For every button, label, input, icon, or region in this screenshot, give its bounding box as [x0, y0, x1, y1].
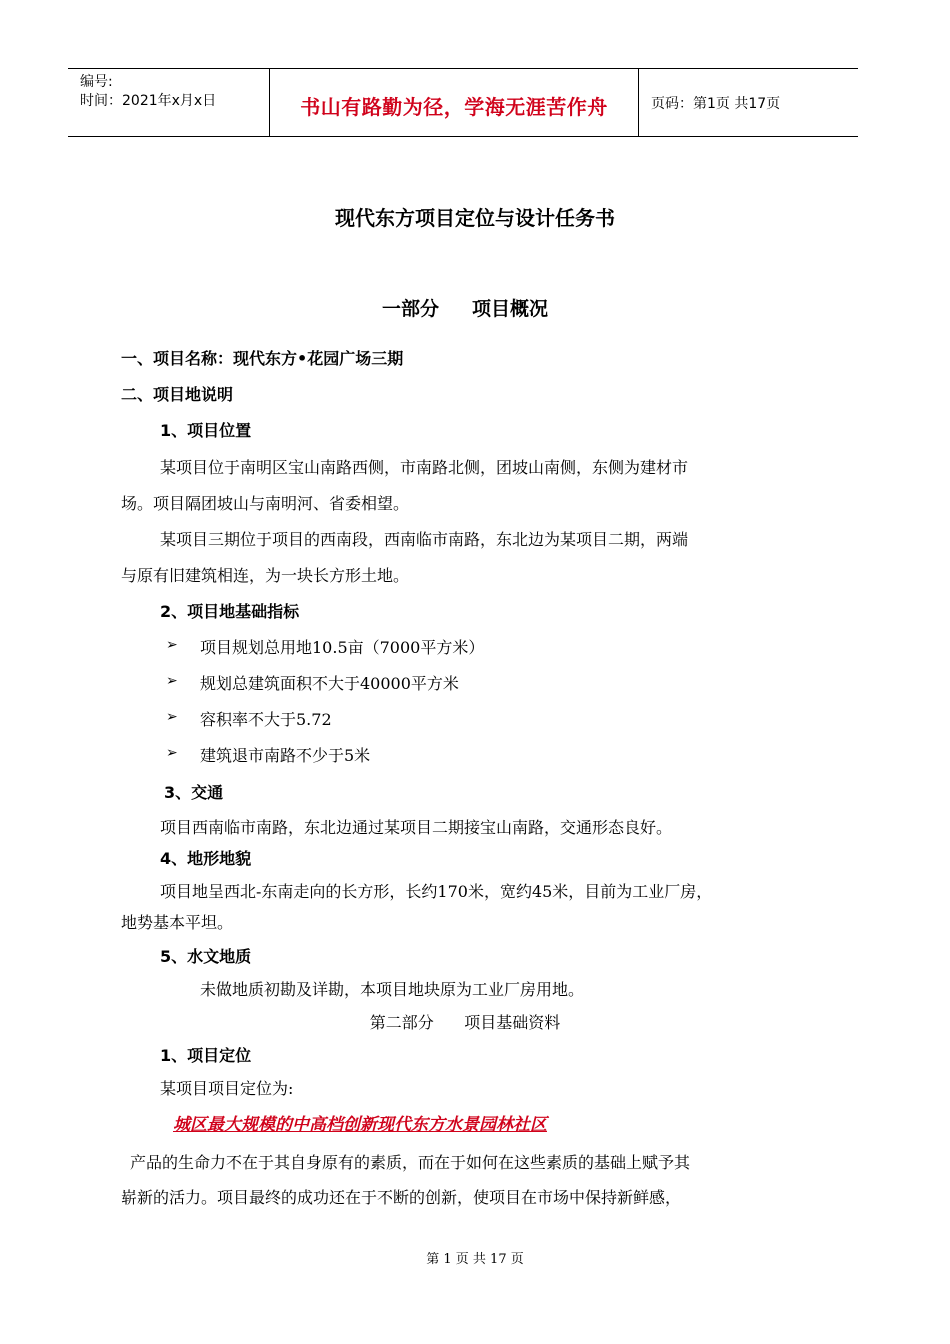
paragraph-line: 地势基本平坦。	[121, 913, 234, 932]
document-title: 现代东方项目定位与设计任务书	[335, 206, 615, 230]
bullet-arrow-icon: ➢	[166, 637, 178, 653]
paragraph-line: 某项目项目定位为:	[160, 1079, 294, 1098]
document-header	[68, 68, 858, 137]
part2-title: 第二部分 项目基础资料	[369, 1013, 561, 1032]
bullet-arrow-icon: ➢	[166, 709, 178, 725]
section-heading: 1、项目位置	[160, 421, 252, 440]
bullet-arrow-icon: ➢	[166, 673, 178, 689]
positioning-slogan: 城区最大规模的中高档创新现代东方水景园林社区	[173, 1115, 547, 1135]
paragraph-line: 崭新的活力。项目最终的成功还在于不断的创新，使项目在市场中保持新鲜感，	[121, 1188, 682, 1207]
paragraph-line: 某项目位于南明区宝山南路西侧，市南路北侧，团坡山南侧，东侧为建材市	[160, 458, 689, 477]
list-item: 建筑退市南路不少于5米	[200, 746, 371, 765]
paragraph-line: 产品的生命力不在于其自身原有的素质，而在于如何在这些素质的基础上赋予其	[130, 1153, 691, 1172]
list-item: 规划总建筑面积不大于40000平方米	[200, 674, 459, 693]
part1-title: 一部分 项目概况	[381, 298, 549, 320]
paragraph-line: 项目西南临市南路，东北边通过某项目二期接宝山南路，交通形态良好。	[160, 818, 673, 837]
header-meta-cell	[68, 69, 270, 136]
section-heading: 2、项目地基础指标	[160, 602, 300, 621]
header-motto-cell	[270, 69, 639, 136]
date-label: 时间：2021年x月x日	[80, 93, 217, 109]
header-page-cell	[639, 69, 858, 136]
section-heading: 4、地形地貌	[160, 849, 252, 868]
paragraph-line: 某项目三期位于项目的西南段，西南临市南路，东北边为某项目二期，两端	[160, 530, 689, 549]
page-footer: 第 1 页 共 17 页	[426, 1252, 524, 1267]
list-item: 容积率不大于5.72	[200, 710, 332, 729]
motto-text: 书山有路勤为径，学海无涯苦作舟	[300, 95, 608, 119]
list-item: 项目规划总用地10.5亩（7000平方米）	[200, 638, 485, 657]
paragraph-line: 项目地呈西北-东南走向的长方形，长约170米，宽约45米，目前为工业厂房，	[160, 882, 713, 901]
bullet-arrow-icon: ➢	[166, 745, 178, 761]
paragraph-line: 场。项目隔团坡山与南明河、省委相望。	[121, 494, 410, 513]
section-heading: 1、项目定位	[160, 1046, 252, 1065]
item-project-name: 一、项目名称：现代东方•花园广场三期	[121, 349, 404, 368]
number-label: 编号:	[80, 74, 113, 90]
item-site-description: 二、项目地说明	[121, 385, 234, 404]
section-heading: 5、水文地质	[160, 947, 252, 966]
paragraph-line: 与原有旧建筑相连，为一块长方形土地。	[121, 566, 410, 585]
page-label: 页码：第1页 共17页	[651, 96, 781, 112]
paragraph-line: 未做地质初勘及详勘，本项目地块原为工业厂房用地。	[200, 980, 585, 999]
section-heading: 3、交通	[164, 783, 224, 802]
